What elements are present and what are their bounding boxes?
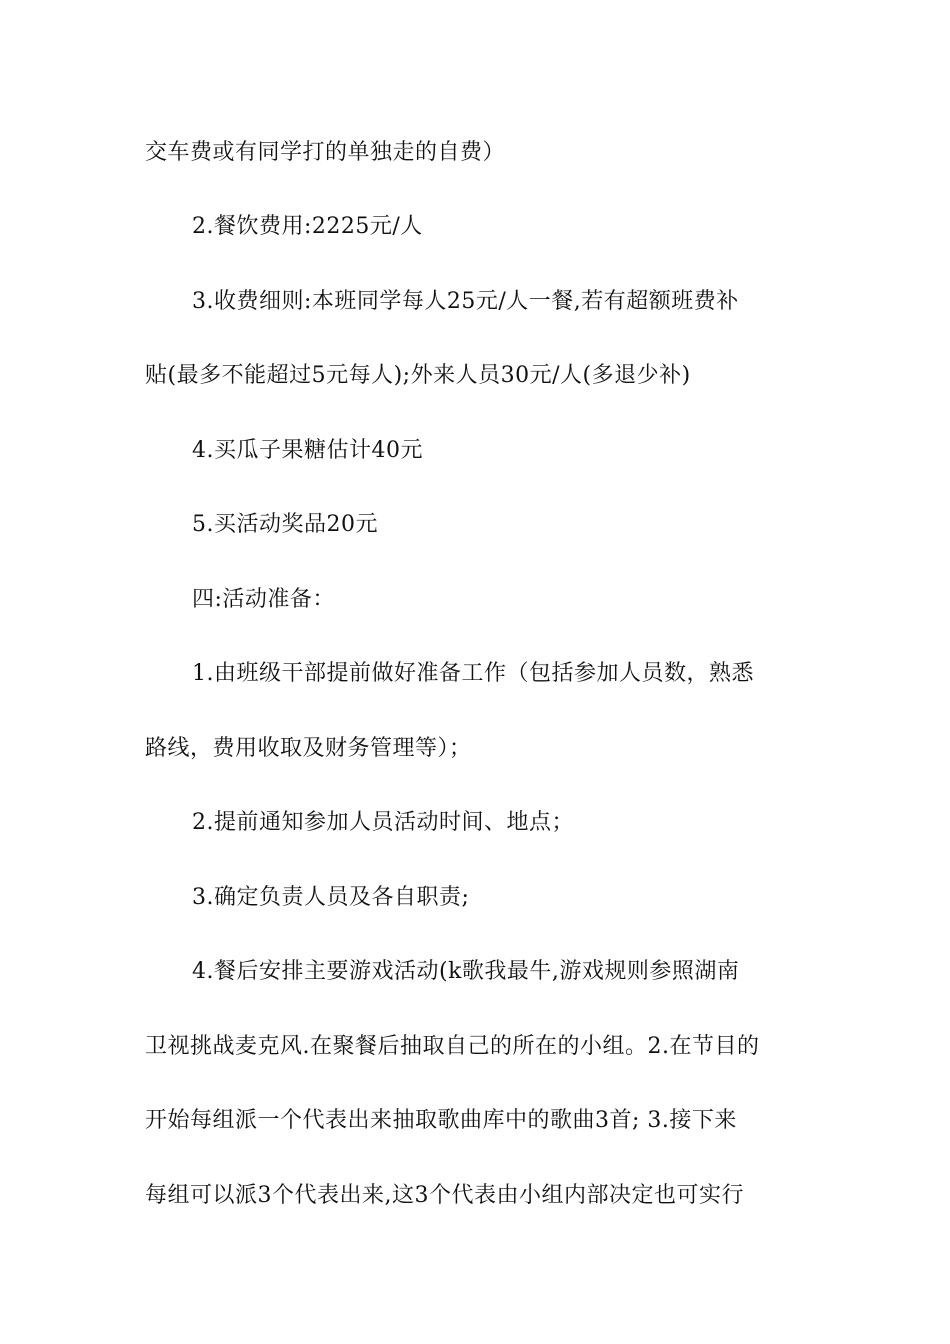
text-line-15: 每组可以派3个代表出来,这3个代表由小组内部决定也可实行 (145, 1183, 744, 1208)
text-line-6: 5.买活动奖品20元 (192, 512, 378, 537)
text-line-11: 3.确定负责人员及各自职责; (192, 885, 470, 910)
text-line-1: 交车费或有同学打的单独走的自费） (145, 140, 506, 165)
text-line-12: 4.餐后安排主要游戏活动(k歌我最牛,游戏规则参照湖南 (192, 959, 740, 984)
text-line-4: 贴(最多不能超过5元每人);外来人员30元/人(多退少补) (145, 363, 691, 388)
text-line-14: 开始每组派一个代表出来抽取歌曲库中的歌曲3首; 3.接下来 (145, 1108, 737, 1133)
text-line-5: 4.买瓜子果糖估计40元 (192, 438, 423, 463)
text-line-13: 卫视挑战麦克风.在聚餐后抽取自己的所在的小组。2.在节目的 (145, 1034, 760, 1059)
text-line-3: 3.收费细则:本班同学每人25元/人一餐,若有超额班费补 (192, 289, 739, 314)
text-line-8: 1.由班级干部提前做好准备工作（包括参加人员数，熟悉 (192, 661, 754, 686)
text-line-9: 路线，费用收取及财务管理等）； (145, 736, 472, 761)
section-heading: 四:活动准备： (192, 587, 335, 612)
text-line-2: 2.餐饮费用:2225元/人 (192, 214, 423, 239)
text-line-10: 2.提前通知参加人员活动时间、地点； (192, 810, 574, 835)
